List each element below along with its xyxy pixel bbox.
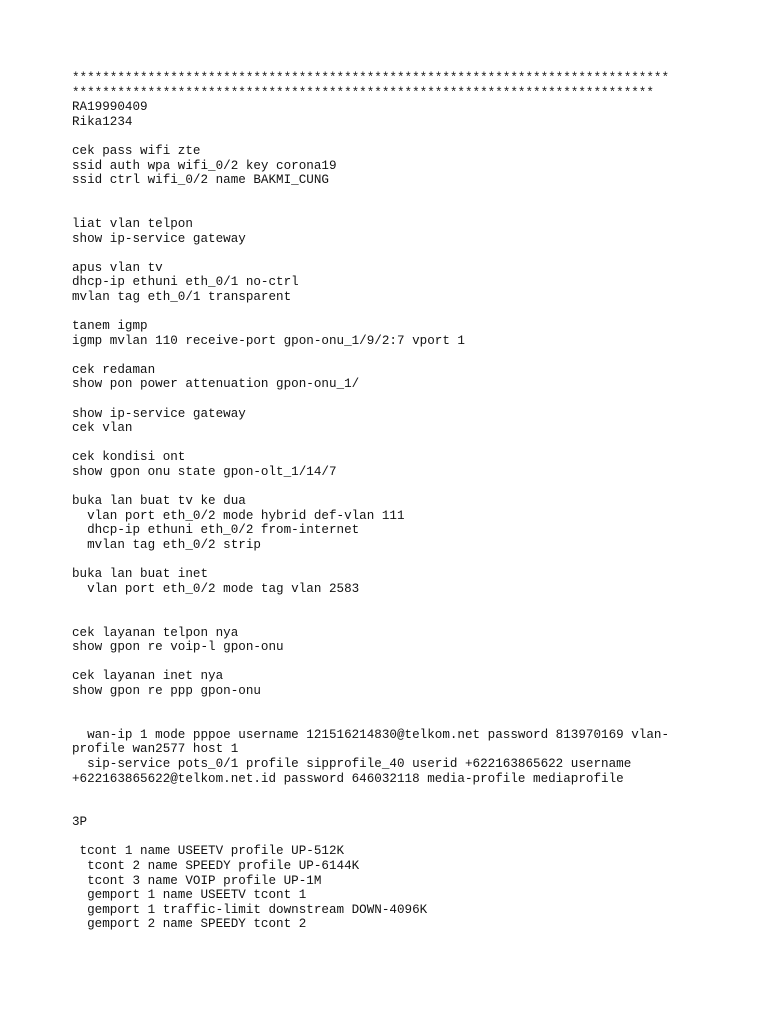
text-line: dhcp-ip ethuni eth_0/1 no-ctrl [72,275,299,290]
text-line: show pon power attenuation gpon-onu_1/ [72,377,360,392]
text-line: mvlan tag eth_0/1 transparent [72,289,292,304]
text-line: dhcp-ip ethuni eth_0/2 from-internet [72,523,360,538]
text-line: ******************************************************************************* [72,71,670,85]
text-line: tcont 2 name SPEEDY profile UP-6144K [72,859,360,874]
text-line: cek kondisi ont [72,450,186,465]
blank-line [72,305,752,320]
text-line: liat vlan telpon [72,216,193,231]
text-line: tcont 1 name USEETV profile UP-512K [72,844,345,859]
text-line: buka lan buat inet [72,567,209,582]
text-line: igmp mvlan 110 receive-port gpon-onu_1/9/2:7 vport 1 [72,333,465,348]
document-body [72,71,752,932]
text-line: cek pass wifi zte [72,143,201,158]
text-line: show ip-service gateway [72,406,246,421]
text-line: gemport 1 name USEETV tcont 1 [72,888,307,903]
text-line: Rika1234 [72,114,133,129]
blank-line [72,188,752,203]
blank-line [72,202,752,217]
text-line: show gpon re voip-l gpon-onu [72,640,284,655]
blank-line [72,713,752,728]
text-line: apus vlan tv [72,260,163,275]
text-line: show ip-service gateway [72,231,246,246]
text-line: cek vlan [72,421,133,436]
blank-line [72,786,752,801]
text-line: sip-service pots_0/1 profile sipprofile_40 userid +622163865622 username [72,756,632,771]
blank-line [72,611,752,626]
text-line: profile wan2577 host 1 [72,742,239,757]
blank-line [72,129,752,144]
text-line: show gpon re ppp gpon-onu [72,683,261,698]
text-line: gemport 1 traffic-limit downstream DOWN-4096K [72,902,428,917]
text-line: tcont 3 name VOIP profile UP-1M [72,873,322,888]
blank-line [72,392,752,407]
text-line: mvlan tag eth_0/2 strip [72,538,261,552]
text-line: cek redaman [72,362,156,377]
blank-line [72,246,752,261]
text-line: cek layanan telpon nya [72,625,239,640]
blank-line [72,596,752,611]
text-line: RA19990409 [72,100,148,115]
text-line: vlan port eth_0/2 mode hybrid def-vlan 111 [72,508,405,523]
text-line: 3P [72,815,88,830]
text-line: ssid auth wpa wifi_0/2 key corona19 [72,158,337,173]
blank-line [72,655,752,670]
blank-line [72,830,752,845]
text-line: ssid ctrl wifi_0/2 name BAKMI_CUNG [72,173,329,188]
blank-line [72,480,752,495]
text-line: buka lan buat tv ke dua [72,494,246,509]
text-line: wan-ip 1 mode pppoe username 121516214830@telkom.net password 813970169 vlan- [72,727,670,742]
text-line: +622163865622@telkom.net.id password 646032118 media-profile mediaprofile [72,771,624,786]
text-line: tanem igmp [72,319,148,334]
blank-line [72,699,752,714]
blank-line [72,801,752,816]
text-line: gemport 2 name SPEEDY tcont 2 [72,917,307,932]
text-line: cek layanan inet nya [72,669,224,684]
blank-line [72,436,752,451]
text-line: show gpon onu state gpon-olt_1/14/7 [72,465,337,480]
text-line: vlan port eth_0/2 mode tag vlan 2583 [72,581,360,596]
blank-line [72,348,752,363]
text-line: ***************************************************************************** [72,85,654,100]
blank-line [72,553,752,568]
